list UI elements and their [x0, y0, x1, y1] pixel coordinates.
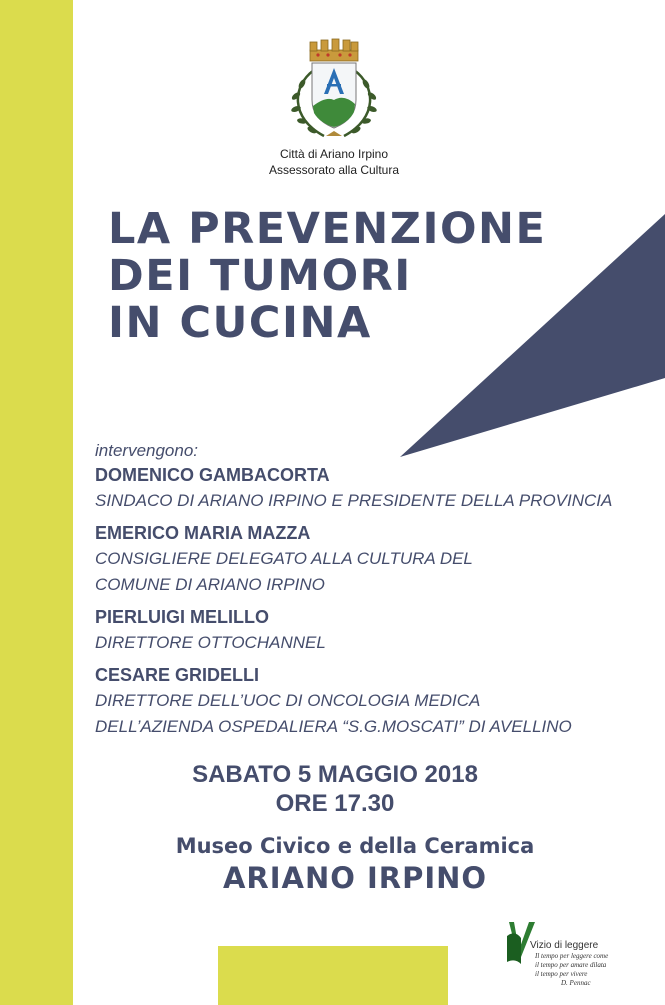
partner-logo: [505, 918, 640, 1000]
speaker-name: PIERLUIGI MELILLO: [95, 607, 269, 627]
speaker-role: COMUNE DI ARIANO IRPINO: [95, 575, 325, 594]
organization-block: [234, 146, 434, 178]
partner-logo-quote: [535, 952, 608, 988]
title-line: LA PREVENZIONE: [108, 204, 547, 254]
organization-department: Assessorato alla Cultura: [268, 163, 400, 177]
speakers-section: [95, 440, 655, 746]
speaker-role: CONSIGLIERE DELEGATO ALLA CULTURA DEL: [95, 549, 473, 568]
quote-line: il tempo per vivere: [535, 970, 588, 978]
speaker-item: [95, 462, 655, 514]
speaker-item: [95, 662, 655, 740]
poster-title: [108, 206, 546, 347]
speakers-intro: intervengono:: [95, 441, 199, 460]
speaker-name: CESARE GRIDELLI: [95, 665, 260, 685]
speaker-role: DIRETTORE OTTOCHANNEL: [95, 633, 326, 652]
title-line: DEI TUMORI: [108, 251, 412, 301]
city-crest-icon: [284, 36, 384, 144]
speaker-role: DELL’AZIENDA OSPEDALIERA “S.G.MOSCATI” DI AVELLINO: [95, 717, 572, 736]
quote-author: D. Pennac: [561, 979, 591, 987]
event-date: SABATO 5 MAGGIO 2018: [192, 761, 478, 788]
speaker-role: DIRETTORE DELL’UOC DI ONCOLOGIA MEDICA: [95, 691, 481, 710]
event-time: ORE 17.30: [275, 790, 395, 817]
venue-city: ARIANO IRPINO: [222, 861, 488, 895]
speaker-item: [95, 604, 655, 656]
speaker-name: DOMENICO GAMBACORTA: [95, 465, 330, 485]
venue-name: Museo Civico e della Ceramica: [175, 834, 535, 858]
speaker-role: SINDACO DI ARIANO IRPINO E PRESIDENTE DELLA PROVINCIA: [95, 491, 613, 510]
quote-line: Il tempo per leggere come: [535, 952, 609, 960]
quote-line: il tempo per amare dilata: [535, 961, 607, 969]
organization-city: Città di Ariano Irpino: [279, 147, 389, 161]
title-line: IN CUCINA: [108, 298, 372, 348]
event-datetime: [150, 760, 520, 818]
venue-block: [100, 832, 610, 896]
speaker-name: EMERICO MARIA MAZZA: [95, 523, 311, 543]
speaker-item: [95, 520, 655, 598]
partner-logo-title: Vizio di leggere: [530, 940, 599, 951]
